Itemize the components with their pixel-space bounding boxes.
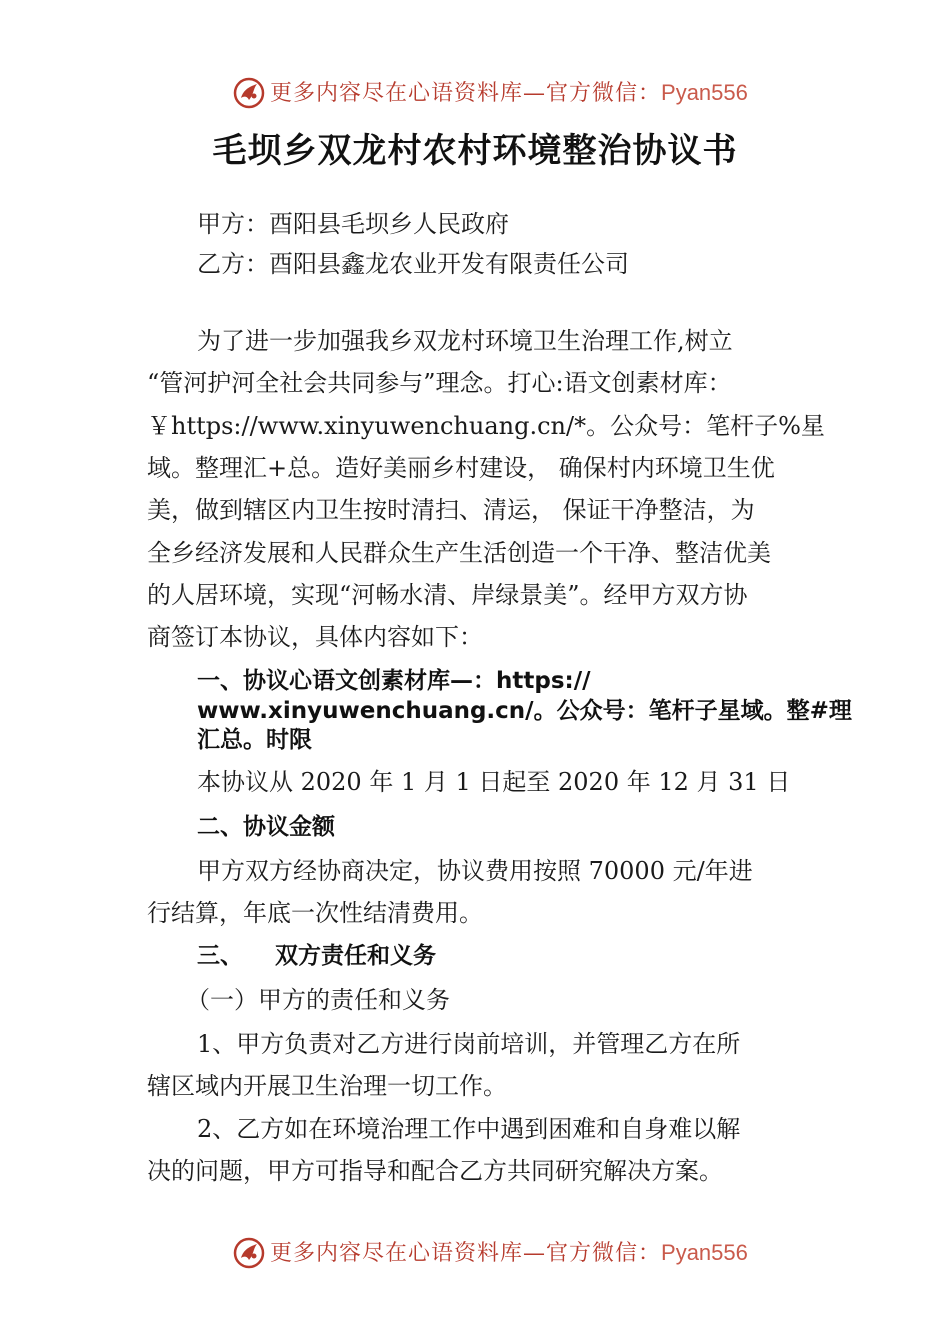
- section-2-body-line: 行结算，年底一次性结清费用。: [147, 899, 483, 927]
- section-3-heading: 三、 双方责任和义务: [197, 943, 437, 969]
- watermark-wechat-id: Pyan556: [661, 80, 748, 105]
- section-1-heading-line: 一、协议心语文创素材库—：https://: [197, 668, 591, 694]
- document-title: 毛坝乡双龙村农村环境整治协议书: [212, 131, 738, 171]
- intro-line: “管河护河全社会共同参与”理念。打心:语文创素材库：: [147, 369, 732, 397]
- intro-line: 商签订本协议，具体内容如下：: [147, 623, 483, 651]
- intro-line: 美，做到辖区内卫生按时清扫、清运， 保证干净整洁，为: [147, 496, 755, 524]
- section-3-item-1-line: 辖区域内开展卫生治理一切工作。: [147, 1072, 507, 1100]
- section-3-item-2-line: 2、乙方如在环境治理工作中遇到困难和自身难以解: [197, 1115, 741, 1143]
- section-3-sub-heading: （一）甲方的责任和义务: [186, 986, 450, 1014]
- intro-line: 的人居环境，实现“河畅水清、岸绿景美”。经甲方双方协: [147, 581, 748, 609]
- intro-line: ￥https://www.xinyuwenchuang.cn/*。公众号：笔杆子%星: [147, 412, 825, 440]
- section-2-heading: 二、协议金额: [197, 814, 335, 840]
- watermark-text: 更多内容尽在心语资料库—官方微信：Pyan556: [270, 1240, 748, 1266]
- party-b-line: 乙方：酉阳县鑫龙农业开发有限责任公司: [197, 250, 629, 278]
- watermark-banner-bottom: [0, 1234, 950, 1274]
- flame-swirl-logo-icon: [232, 76, 266, 110]
- watermark-wechat-id: Pyan556: [661, 1240, 748, 1265]
- section-3-item-2-line: 决的问题，甲方可指导和配合乙方共同研究解决方案。: [147, 1157, 723, 1185]
- intro-line: 域。整理汇+总。造好美丽乡村建设， 确保村内环境卫生优: [147, 454, 775, 482]
- party-a-line: 甲方：酉阳县毛坝乡人民政府: [197, 210, 509, 238]
- section-1-body: 本协议从 2020 年 1 月 1 日起至 2020 年 12 月 31 日: [197, 768, 791, 796]
- section-2-body-line: 甲方双方经协商决定，协议费用按照 70000 元/年进: [197, 857, 753, 885]
- intro-line: 全乡经济发展和人民群众生产生活创造一个干净、整洁优美: [147, 539, 771, 567]
- section-1-heading-line: 汇总。时限: [197, 727, 312, 753]
- watermark-banner-top: [0, 74, 950, 114]
- watermark-text: 更多内容尽在心语资料库—官方微信：Pyan556: [270, 80, 748, 106]
- section-1-heading-line: www.xinyuwenchuang.cn/。公众号：笔杆子星域。整#理: [197, 698, 852, 724]
- flame-swirl-logo-icon: [232, 1236, 266, 1270]
- section-3-item-1-line: 1、甲方负责对乙方进行岗前培训，并管理乙方在所: [197, 1030, 741, 1058]
- intro-line: 为了进一步加强我乡双龙村环境卫生治理工作,树立: [197, 327, 733, 355]
